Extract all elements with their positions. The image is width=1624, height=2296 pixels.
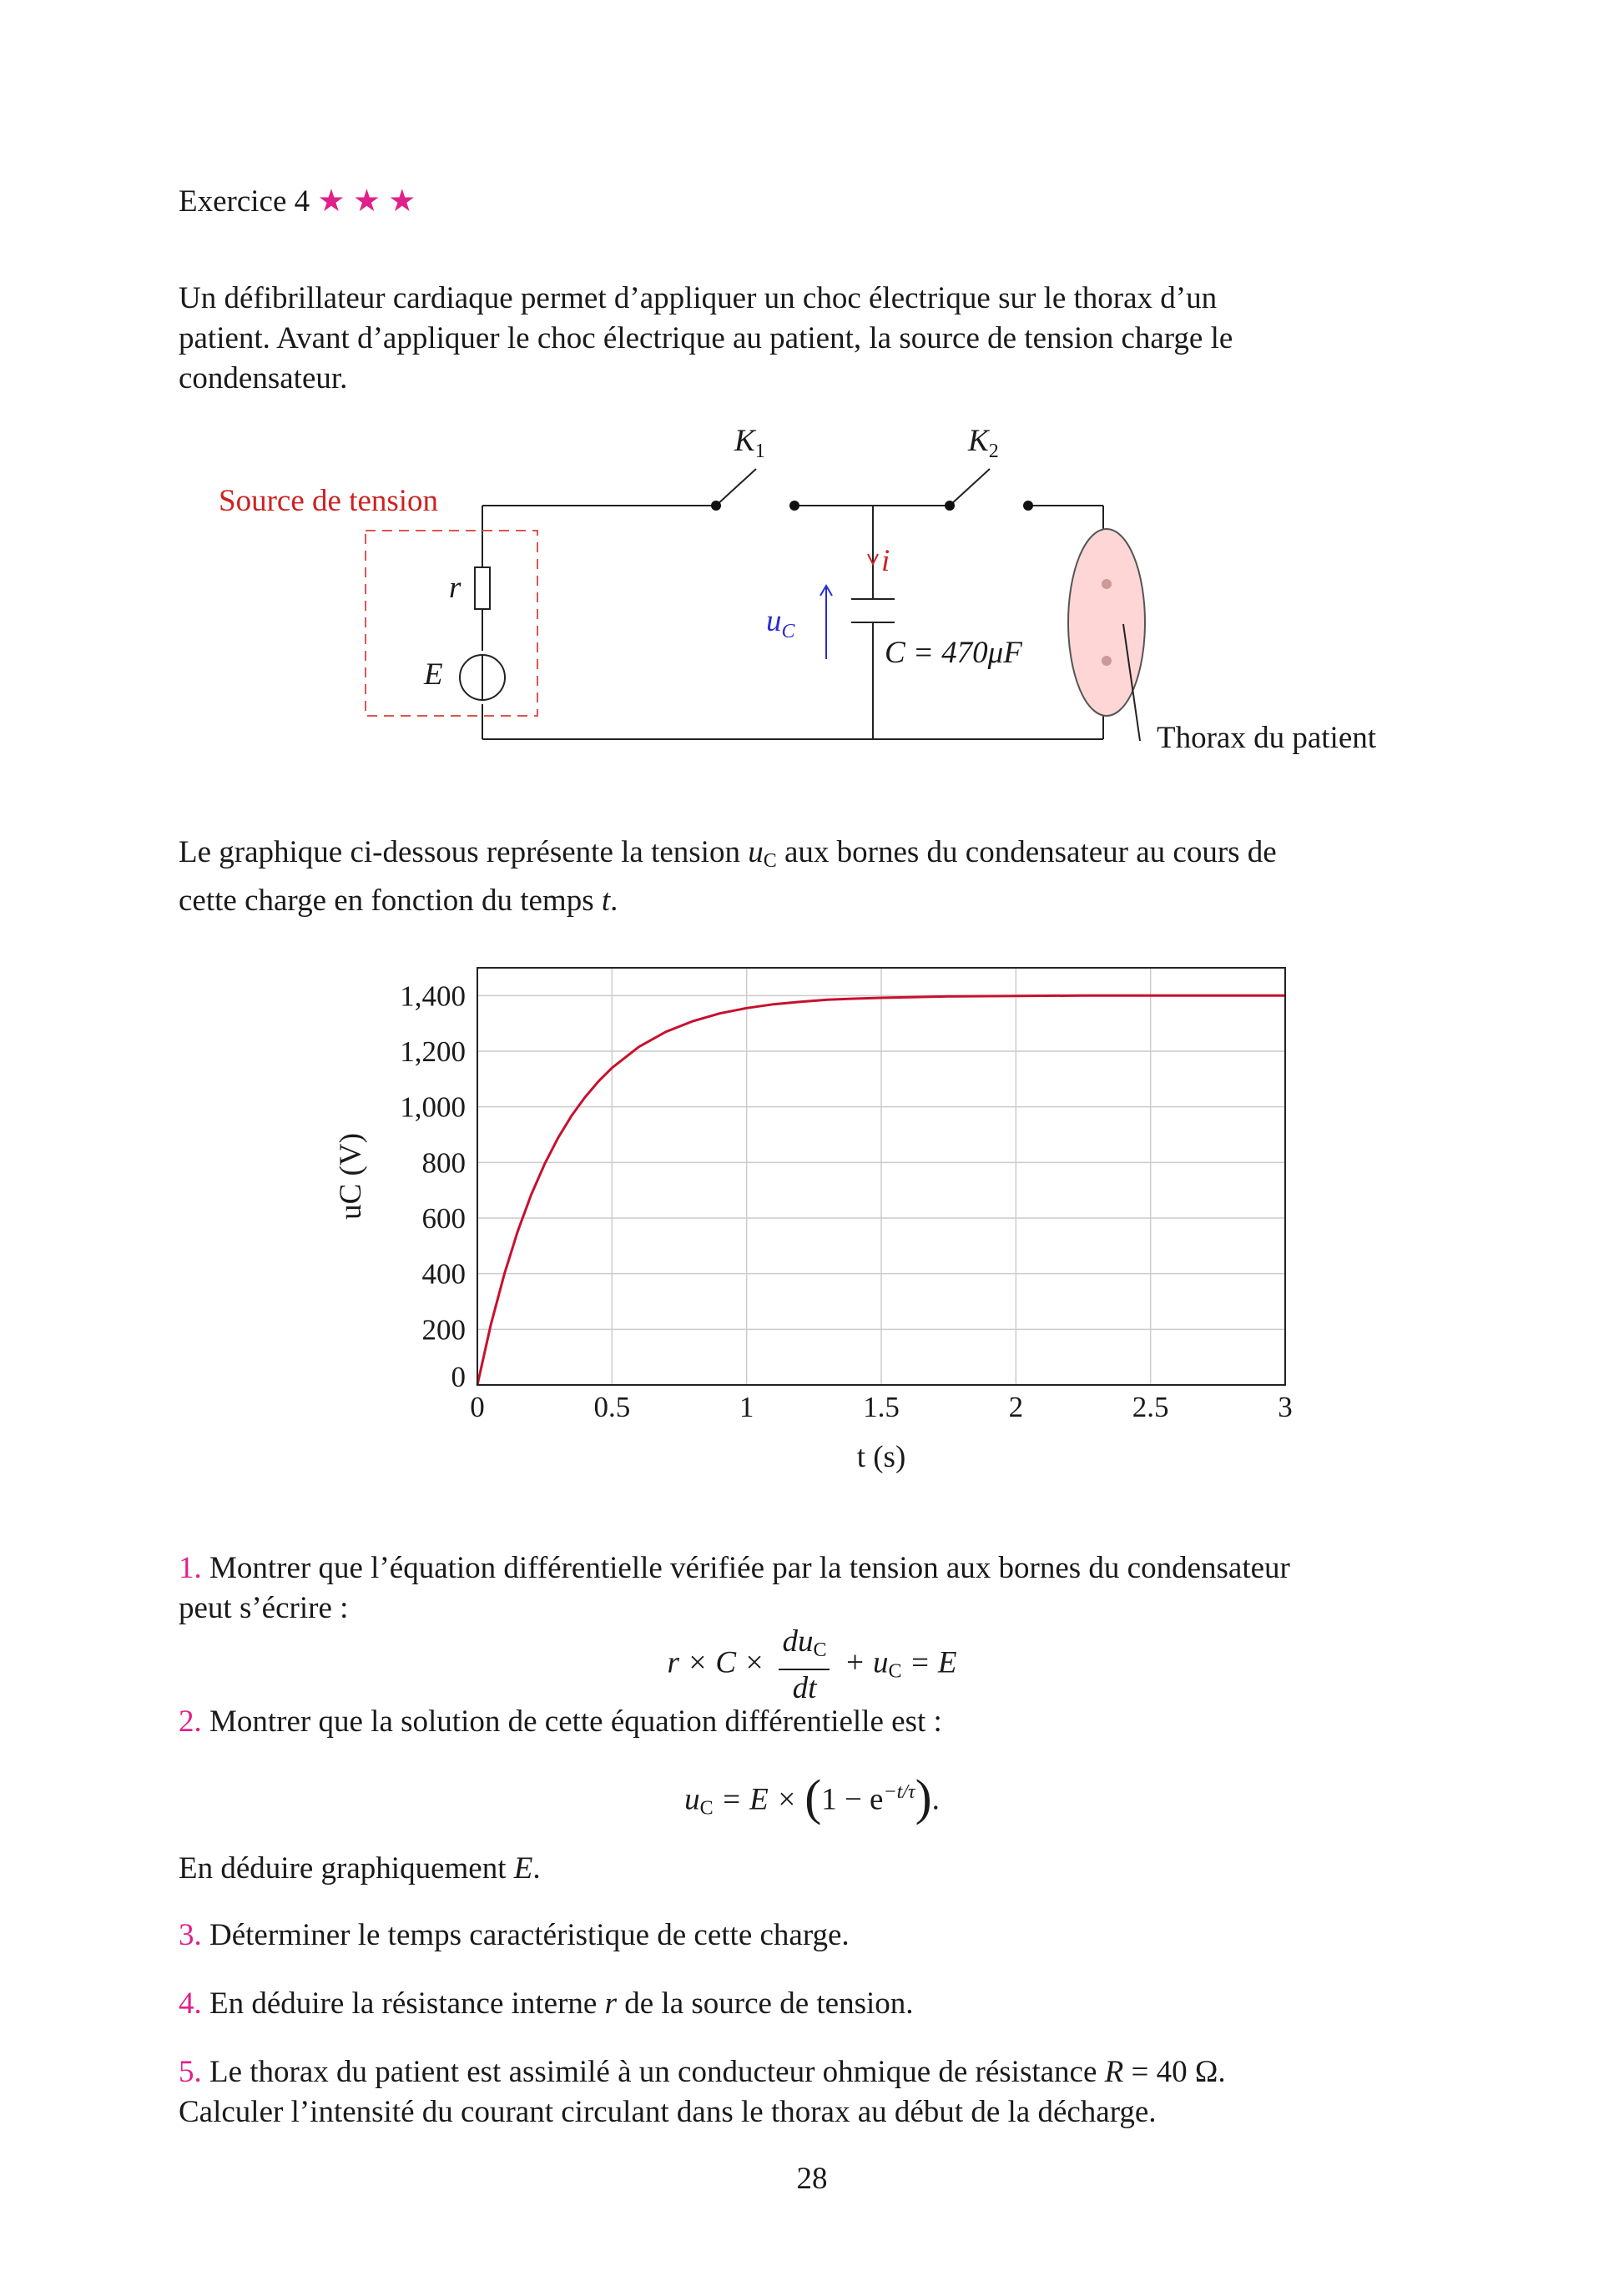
circuit-diagram (0, 400, 1624, 784)
y-tick-label: 1,400 (400, 979, 466, 1013)
y-tick-label: 1,200 (400, 1035, 466, 1068)
x-tick-label: 2 (1008, 1391, 1024, 1423)
equation-2: $u_C = E \times (1 - e^{-t/\tau})$. (684, 1770, 940, 1825)
question-1: 1. Montrer que l’équation différentielle vérifiée par la tension aux bornes du condensateur peut s’écrire : (179, 1551, 1290, 1625)
x-tick-label: 3 (1278, 1391, 1293, 1423)
intro-paragraph: Un défibrillateur cardiaque permet d’appliquer un choc électrique sur le thorax d’un patient. Avant d’appliquer le choc électrique au patient, la source de tension charge le condensateur. (179, 281, 1233, 395)
resistor-symbol (475, 567, 490, 609)
y-tick-label: 200 (421, 1313, 466, 1347)
y-axis-label: uC (V) (334, 1133, 368, 1220)
y-tick-label: 0 (451, 1361, 466, 1393)
switch-k2-label: $K_2$ (968, 424, 999, 462)
deduce-text: En déduire graphiquement E. (179, 1851, 541, 1886)
emf-label: E (424, 657, 443, 692)
question-3: 3. Déterminer le temps caractéristique de cette charge. (179, 1918, 850, 1952)
source-label: Source de tension (219, 484, 439, 518)
y-tick-label: 400 (421, 1257, 466, 1291)
thorax-ellipse (1068, 529, 1145, 716)
x-tick-label: 1 (739, 1391, 754, 1423)
page-number: 28 (796, 2162, 828, 2196)
question-2: 2. Montrer que la solution de cette équation différentielle est : (179, 1704, 942, 1739)
capacitor-label: C = 470μF (885, 636, 1022, 670)
resistor-label: r (449, 571, 461, 605)
y-tick-label: 600 (421, 1202, 466, 1235)
charge-chart (0, 951, 1624, 1485)
capacitor-voltage-label: $u_C$ (766, 604, 795, 642)
equation-1: r × C × $\frac{du_C}{dt}$ + $u_C = E$ (667, 1624, 957, 1705)
graph-intro-paragraph: Le graphique ci-dessous représente la tension $u_C$ aux bornes du condensateur au cours de cette charge en fonction du temps t. (179, 835, 1277, 918)
y-tick-label: 1,000 (400, 1090, 466, 1124)
exercise-title: Exercice 4 ★ ★ ★ (179, 184, 416, 219)
x-tick-label: 0.5 (593, 1391, 631, 1423)
x-tick-label: 2.5 (1132, 1391, 1169, 1423)
question-4: 4. En déduire la résistance interne r de la source de tension. (179, 1986, 914, 2021)
x-tick-label: 0 (470, 1391, 485, 1423)
question-5: 5. Le thorax du patient est assimilé à un conducteur ohmique de résistance R = 40 Ω. Calculer l’intensité du courant circulant dans le thorax au début de la décharge. (179, 2055, 1226, 2129)
current-label: i (881, 544, 890, 578)
source-box (366, 531, 537, 716)
y-tick-label: 800 (421, 1146, 466, 1180)
x-tick-label: 1.5 (863, 1391, 900, 1423)
thorax-label: Thorax du patient (1157, 721, 1377, 755)
difficulty-stars: ★ ★ ★ (317, 184, 416, 219)
switch-k1-label: $K_1$ (734, 424, 765, 462)
x-axis-label: t (s) (856, 1440, 906, 1474)
